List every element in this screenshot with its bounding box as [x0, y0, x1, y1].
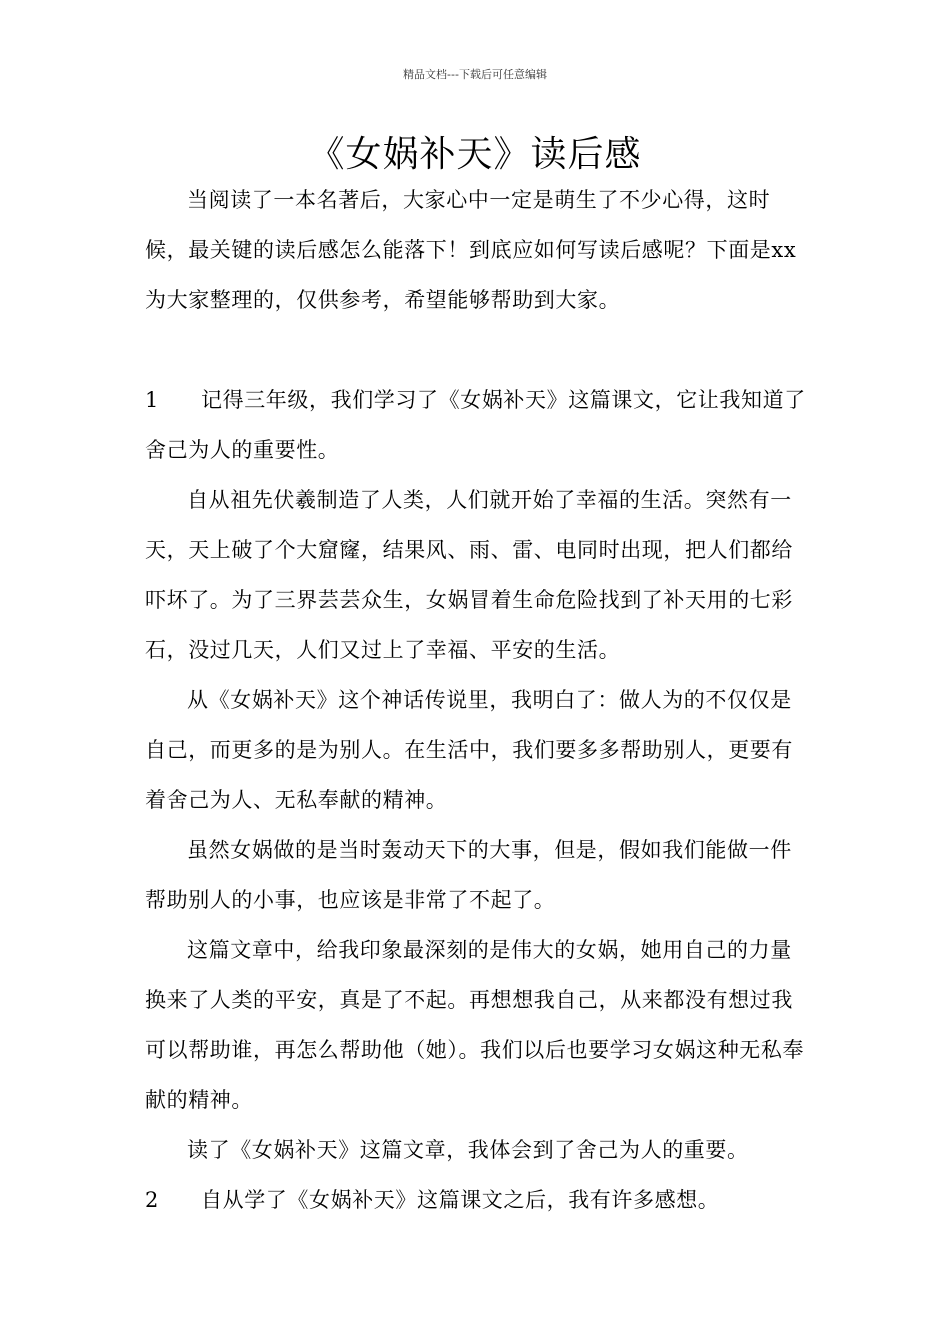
section-1-first-line: 记得三年级，我们学习了《女娲补天》这篇课文，它让我知道了舍己为人的重要性。: [145, 388, 806, 462]
section-2-first-line: 自从学了《女娲补天》这篇课文之后，我有许多感想。: [201, 1188, 720, 1212]
document-title: 《女娲补天》读后感: [308, 134, 642, 175]
paragraph: 虽然女娲做的是当时轰动天下的大事，但是，假如我们能做一件帮助别人的小事，也应该是非常了不起了。: [145, 838, 792, 912]
section-number: 1: [145, 388, 159, 412]
paragraph: 这篇文章中，给我印象最深刻的是伟大的女娲，她用自己的力量换来了人类的平安，真是了不起。再想想我自己，从来都没有想过我可以帮助谁，再怎么帮助他（她）。我们以后也要学习女娲这种无私奉献的精神。: [145, 938, 805, 1112]
paragraph: 从《女娲补天》这个神话传说里，我明白了：做人为的不仅仅是自己，而更多的是为别人。在生活中，我们要多多帮助别人，更要有着舍己为人、无私奉献的精神。: [145, 688, 793, 812]
section-2-first-paragraph: [145, 1175, 807, 1225]
intro-paragraph: 当阅读了一本名著后，大家心中一定是萌生了不少心得，这时候，最关键的读后感怎么能落下！到底应如何写读后感呢？下面是xx为大家整理的，仅供参考，希望能够帮助到大家。: [145, 188, 797, 312]
paragraph: 读了《女娲补天》这篇文章，我体会到了舍己为人的重要。: [187, 1138, 749, 1162]
page-header: 精品文档---下载后可任意编辑: [403, 68, 547, 81]
section-1: [145, 375, 807, 1225]
section-1-first-paragraph: [145, 375, 807, 475]
paragraph: 自从祖先伏羲制造了人类，人们就开始了幸福的生活。突然有一天，天上破了个大窟窿，结果风、雨、雷、电同时出现，把人们都给吓坏了。为了三界芸芸众生，女娲冒着生命危险找到了补天用的七彩石，没过几天，人们又过上了幸福、平安的生活。: [145, 488, 793, 662]
intro-block: [145, 175, 807, 325]
section-number: 2: [145, 1188, 159, 1212]
